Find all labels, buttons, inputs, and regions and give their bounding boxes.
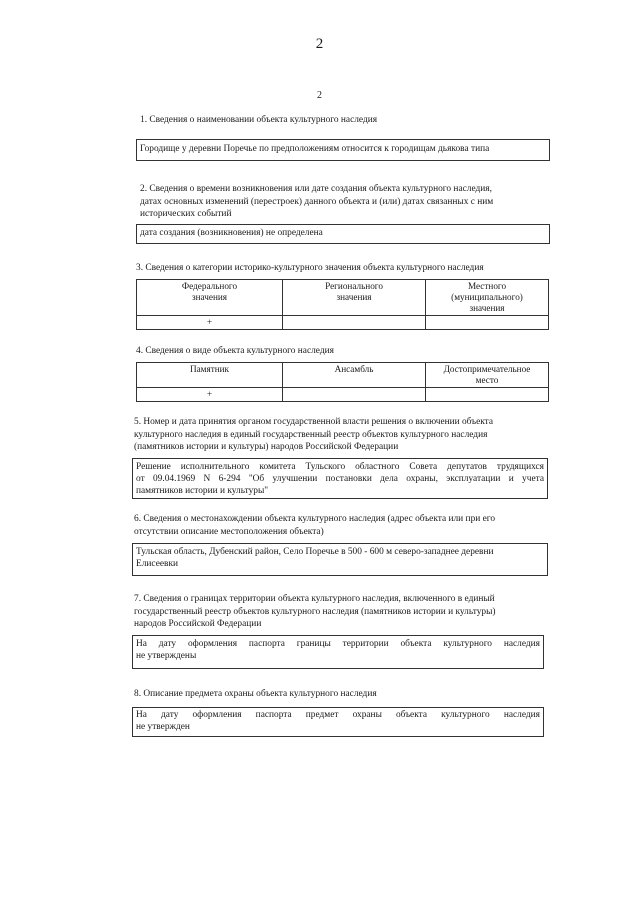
category-regional-mark [283, 316, 426, 330]
category-local-label-3: значения [469, 303, 505, 313]
category-regional-label-2: значения [336, 292, 372, 302]
section-2-value: дата создания (возникновения) не определена [140, 228, 323, 238]
category-regional-cell [283, 280, 426, 316]
page-number: 2 [315, 36, 324, 52]
section-1-value: Городище у деревни Поречье по предположениям относится к городищам дьякова типа [140, 144, 490, 154]
kind-landmark-cell [426, 363, 549, 388]
category-local-label-2: (муниципального) [451, 292, 523, 302]
category-federal-mark: + [137, 316, 283, 330]
kind-table-value-row [137, 388, 549, 402]
section-1-value-box [136, 139, 550, 161]
kind-table-header-row [137, 363, 549, 388]
section-6-heading [134, 513, 556, 538]
section-8-value-line-1: На дату оформления паспорта предмет охраны объекта культурного наследия [136, 710, 540, 720]
section-5-value-box [132, 458, 548, 499]
section-6-heading-line-2: отсутствии описание местоположения объекта) [134, 526, 324, 537]
category-table [136, 279, 549, 330]
section-2-heading [140, 183, 555, 221]
kind-landmark-mark [426, 388, 549, 402]
section-6-value-box [132, 543, 548, 576]
section-5-value-line-3: памятников истории и культуры" [136, 486, 269, 496]
category-local-mark [426, 316, 549, 330]
section-2-value-box [136, 224, 550, 244]
category-federal-label-2: значения [191, 292, 227, 302]
section-4-heading: 4. Сведения о виде объекта культурного наследия [136, 346, 334, 356]
section-8-heading: 8. Описание предмета охраны объекта культурного наследия [134, 689, 377, 699]
kind-ensemble-label: Ансамбль [334, 364, 374, 374]
section-7-heading-line-1: 7. Сведения о границах территории объекта культурного наследия, включенного в единый [134, 594, 495, 604]
section-7-value-line-2: не утверждены [136, 651, 197, 661]
kind-ensemble-cell [283, 363, 426, 388]
section-7-heading [134, 593, 556, 631]
section-6-value-line-1: Тульская область, Дубенский район, Село Поречье в 500 - 600 м северо-западнее деревни [136, 547, 494, 557]
section-2-heading-line-3: исторических событий [140, 209, 232, 219]
section-7-heading-line-3: народов Российской Федерации [134, 619, 262, 629]
kind-monument-cell [137, 363, 283, 388]
section-2-heading-line-1: 2. Сведения о времени возникновения или дате создания объекта культурного наследия, [140, 184, 492, 194]
section-8-value-line-2: не утвержден [136, 722, 190, 732]
category-federal-cell [137, 280, 283, 316]
section-5-value-line-2: от 09.04.1969 N 6-294 "Об улучшении постановки дела охраны, эксплуатации и учета [136, 474, 544, 484]
section-5-value-line-1: Решение исполнительного комитета Тульского областного Совета депутатов трудящихся [136, 462, 544, 472]
section-5-heading [134, 416, 556, 454]
section-7-value-line-1: На дату оформления паспорта границы территории объекта культурного наследия [136, 639, 540, 649]
kind-monument-label: Памятник [189, 364, 230, 374]
section-6-value-line-2: Елисеевки [136, 559, 179, 569]
section-7-heading-line-2: государственный реестр объектов культурного наследия (памятников истории и культуры) [134, 606, 496, 617]
section-2-heading-line-2: датах основных изменений (перестроек) данного объекта и (или) датах связанных с ним [140, 196, 494, 207]
kind-landmark-label-1: Достопримечательное [443, 364, 531, 374]
kind-ensemble-mark [283, 388, 426, 402]
category-local-cell [426, 280, 549, 316]
section-8-value-box [132, 707, 544, 737]
section-7-value-box [132, 635, 544, 669]
kind-table [136, 362, 549, 402]
kind-monument-mark: + [137, 388, 283, 402]
section-3-heading: 3. Сведения о категории историко-культурного значения объекта культурного наследия [136, 263, 484, 273]
category-table-value-row [137, 316, 549, 330]
category-table-header-row [137, 280, 549, 316]
category-federal-label-1: Федерального [181, 281, 238, 291]
page-number-secondary: 2 [317, 90, 322, 101]
section-6-heading-line-1: 6. Сведения о местонахождении объекта культурного наследия (адрес объекта или при его [134, 514, 496, 524]
section-5-heading-line-3: (памятников истории и культуры) народов Российской Федерации [134, 442, 399, 452]
category-local-label-1: Местного [467, 281, 507, 291]
category-regional-label-1: Регионального [325, 281, 383, 291]
section-5-heading-line-1: 5. Номер и дата принятия органом государственной власти решения о включении объекта [134, 417, 494, 427]
section-1-heading: 1. Сведения о наименовании объекта культурного наследия [140, 115, 378, 125]
section-5-heading-line-2: культурного наследия в единый государственный реестр объектов культурного наследия [134, 429, 488, 440]
kind-landmark-label-2: место [475, 375, 499, 385]
